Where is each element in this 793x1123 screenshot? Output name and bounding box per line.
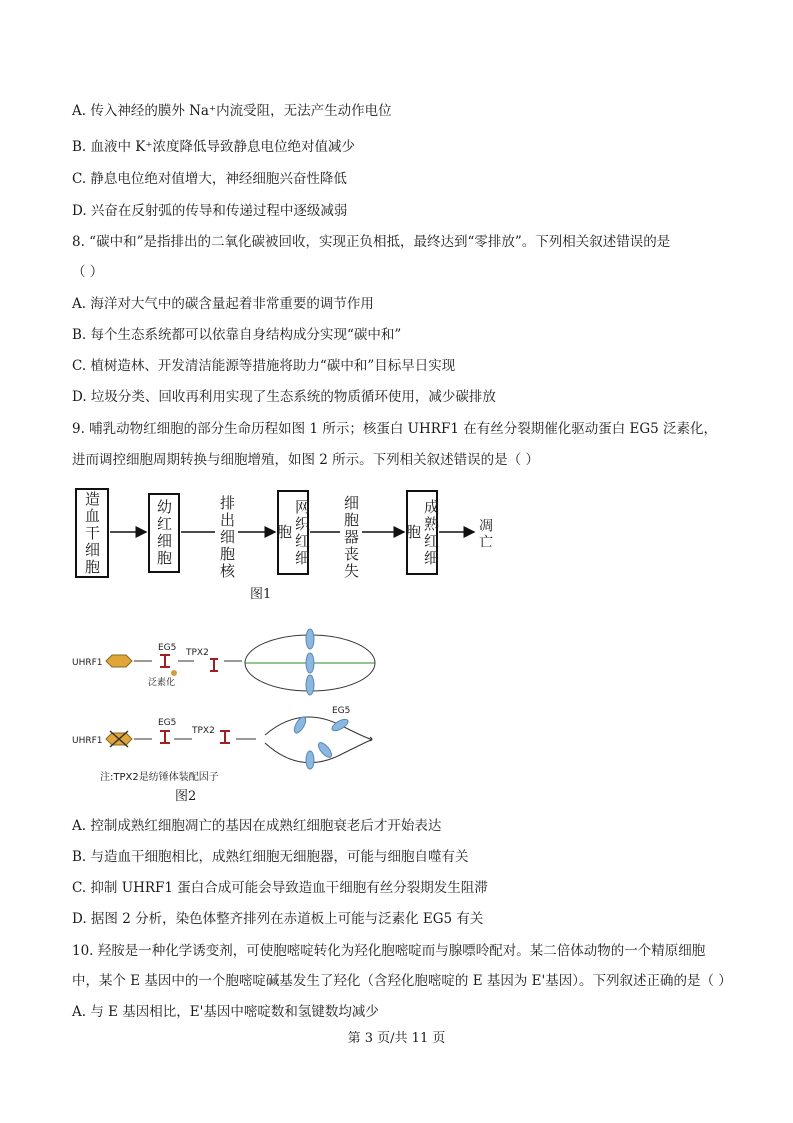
figure-2-caption: 图2 xyxy=(175,789,197,804)
box-mature-erythrocyte: 成熟红细胞 xyxy=(406,490,438,575)
box-reticulocyte: 网织红细胞 xyxy=(277,490,309,575)
q7-option-b: B. 血液中 K⁺浓度降低导致静息电位绝对值减少 xyxy=(72,139,356,155)
figure-2-diagram xyxy=(70,625,390,785)
q9-stem-line1: 9. 哺乳动物红细胞的部分生命历程如图 1 所示；核蛋白 UHRF1 在有丝分裂期催化驱动蛋白 EG5 泛素化， xyxy=(72,421,718,437)
uhrf1-label-top: UHRF1 xyxy=(72,658,103,668)
figure-2 xyxy=(70,625,390,805)
ubiquitination-label: 泛素化 xyxy=(148,678,176,688)
step-organelle-loss: 细胞器丧失 xyxy=(342,495,360,580)
q9-option-d: D. 据图 2 分析，染色体整齐排列在赤道板上可能与泛素化 EG5 有关 xyxy=(72,911,484,927)
ubiquitin-icon xyxy=(171,670,177,676)
q9-stem-line2: 进而调控细胞周期转换与细胞增殖，如图 2 所示。下列相关叙述错误的是（ ） xyxy=(72,452,539,468)
q8-stem: 8. “碳中和”是指排出的二氧化碳被回收，实现正负相抵，最终达到“零排放”。下列相关叙述错误的是 xyxy=(72,234,671,250)
eg5-label-spindle: EG5 xyxy=(332,706,351,716)
page-footer: 第 3 页/共 11 页 xyxy=(347,1031,446,1046)
q7-option-a: A. 传入神经的膜外 Na⁺内流受阻，无法产生动作电位 xyxy=(72,103,392,119)
figure-1-arrows xyxy=(70,485,510,585)
q8-option-a: A. 海洋对大气中的碳含量起着非常重要的调节作用 xyxy=(72,296,374,312)
box-hematopoietic-stem-cell: 造血干细胞 xyxy=(75,488,109,578)
q7-option-c: C. 静息电位绝对值增大，神经细胞兴奋性降低 xyxy=(72,171,347,187)
figure-1 xyxy=(70,485,510,610)
q8-paren: （ ） xyxy=(72,264,104,280)
box-erythroblast: 幼红细胞 xyxy=(148,493,180,573)
chromosomes-misaligned xyxy=(292,715,350,769)
figure-2-note: 注:TPX2是纺锤体装配因子 xyxy=(100,772,219,783)
q8-option-b: B. 每个生态系统都可以依靠自身结构成分实现“碳中和” xyxy=(72,327,402,343)
chromosomes-aligned xyxy=(306,629,314,695)
q10-stem-line1: 10. 羟胺是一种化学诱变剂，可使胞嘧啶转化为羟化胞嘧啶而与腺嘌呤配对。某二倍体动物的一个精原细胞 xyxy=(72,943,706,959)
step-apoptosis: 凋亡 xyxy=(477,518,493,550)
q8-option-d: D. 垃圾分类、回收再利用实现了生态系统的物质循环使用，减少碳排放 xyxy=(72,389,496,405)
q9-option-c: C. 抑制 UHRF1 蛋白合成可能会导致造血干细胞有丝分裂期发生阻滞 xyxy=(72,880,488,896)
q10-option-a: A. 与 E 基因相比，E'基因中嘧啶数和氢键数均减少 xyxy=(72,1004,379,1020)
q9-option-b: B. 与造血干细胞相比，成熟红细胞无细胞器，可能与细胞自噬有关 xyxy=(72,849,469,865)
figure-1-caption: 图1 xyxy=(250,587,272,602)
q8-option-c: C. 植树造林、开发清洁能源等措施将助力“碳中和”目标早日实现 xyxy=(72,358,456,374)
eg5-unmodified-icon xyxy=(160,731,170,743)
uhrf1-label-bottom: UHRF1 xyxy=(72,736,103,746)
spindle-disordered-1 xyxy=(265,717,372,739)
eg5-label-top: EG5 xyxy=(158,643,177,653)
q7-option-d: D. 兴奋在反射弧的传导和传递过程中逐级减弱 xyxy=(72,203,348,219)
tpx2-label-bottom: TPX2 xyxy=(192,726,215,736)
eg5-bound-icon xyxy=(210,659,218,671)
spindle-disordered-2 xyxy=(265,740,372,763)
q9-option-a: A. 控制成熟红细胞凋亡的基因在成熟红细胞衰老后才开始表达 xyxy=(72,818,442,834)
q10-stem-line2: 中，某个 E 基因中的一个胞嘧啶碱基发生了羟化（含羟化胞嘧啶的 E 基因为 E'基因）。下列叙述正确的是（ ） xyxy=(72,973,732,989)
step-enucleation: 排出细胞核 xyxy=(218,495,236,580)
eg5-protein-icon xyxy=(160,655,170,667)
eg5-label-bottom: EG5 xyxy=(158,718,177,728)
uhrf1-protein-icon xyxy=(106,655,132,667)
eg5-free-icon xyxy=(220,731,230,743)
tpx2-label-top: TPX2 xyxy=(186,648,209,658)
